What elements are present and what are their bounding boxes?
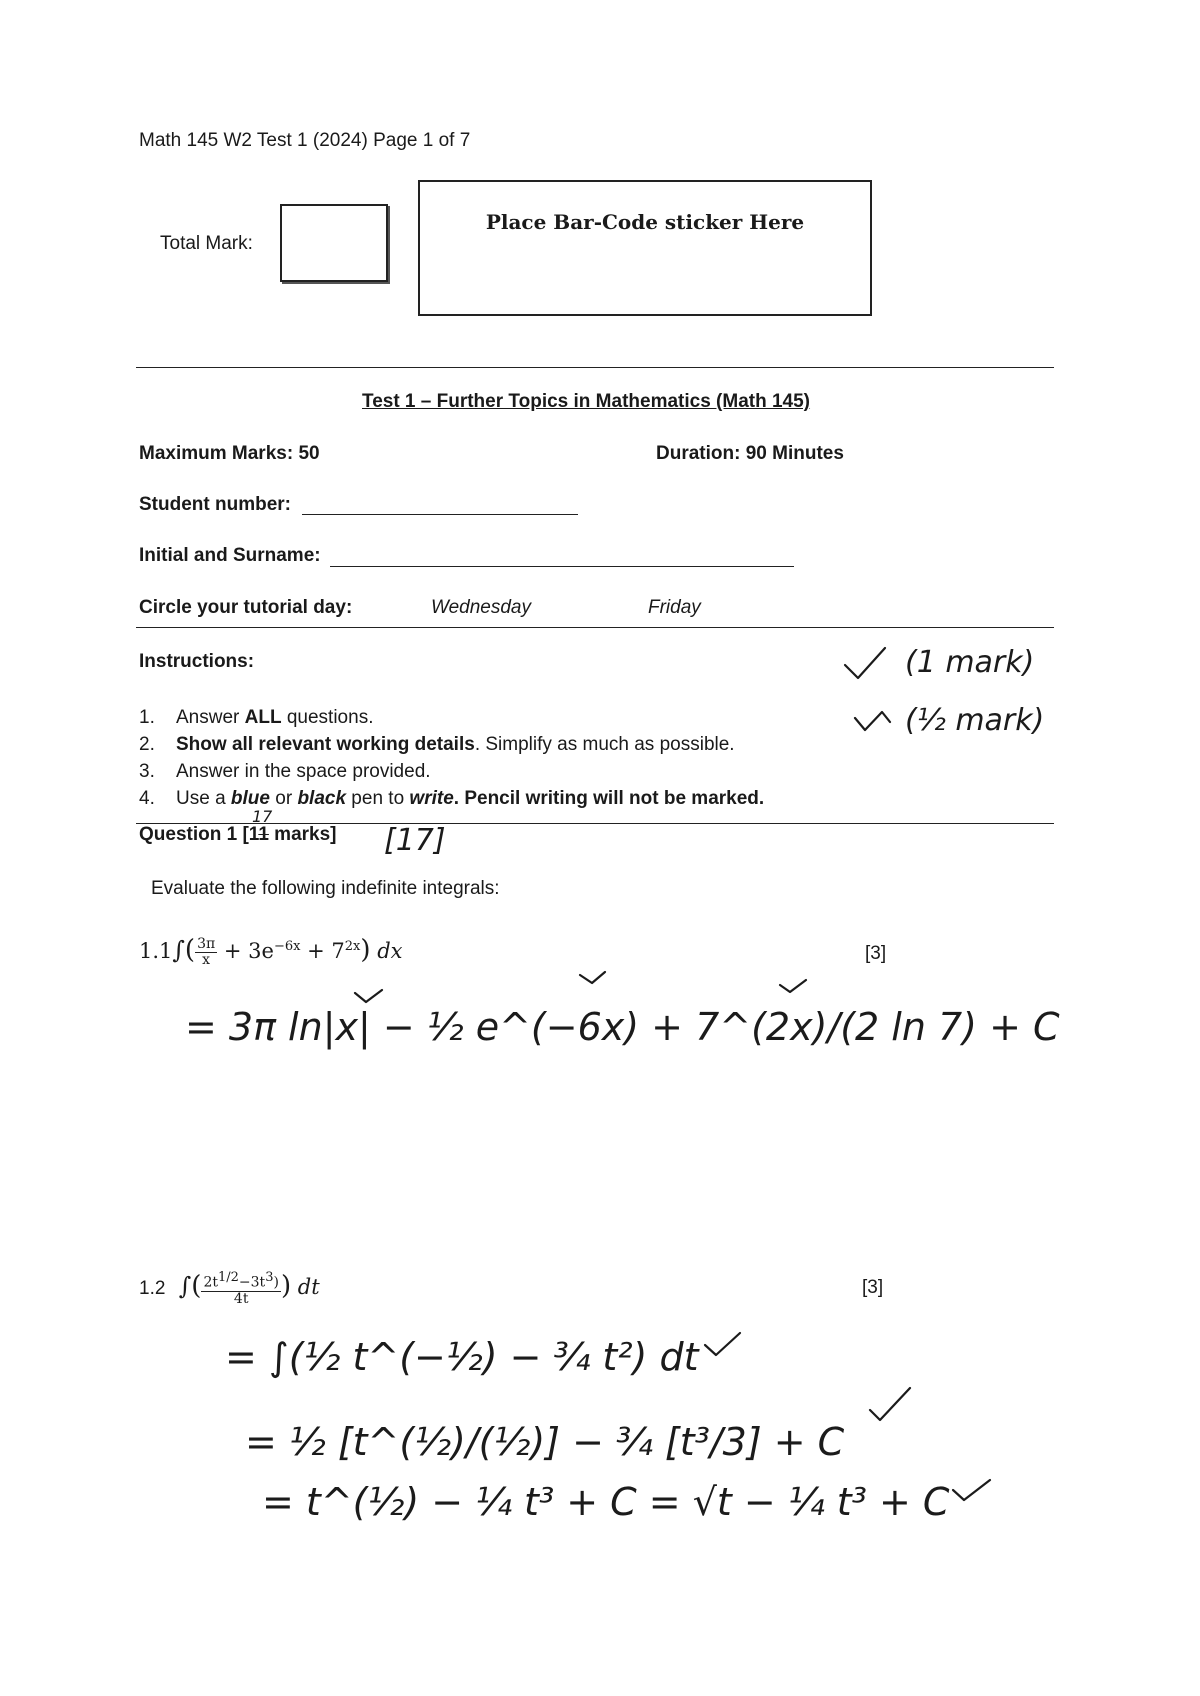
answer-1-1-text: = 3π ln|x| − ½ e^(−6x) + 7^(2x)/(2 ln 7) + C (185, 1005, 1060, 1049)
question-1-awarded: [17] (384, 823, 446, 858)
total-mark-label: Total Mark: (160, 233, 253, 254)
key-half-mark: (½ mark) (905, 703, 1045, 738)
question-1-prompt: Evaluate the following indefinite integrals: (151, 878, 500, 899)
key-full-mark: (1 mark) (905, 645, 1035, 680)
test-title: Test 1 – Further Topics in Mathematics (Math 145) (362, 391, 811, 412)
barcode-label: Place Bar-Code sticker Here (485, 210, 805, 234)
working-line-3: = t^(½) − ¼ t³ + C = √t − ¼ t³ + C (262, 1480, 950, 1524)
question-1-2-marks: [3] (862, 1277, 884, 1298)
question-1-1-marks: [3] (865, 943, 887, 964)
name-label: Initial and Surname: (139, 545, 321, 566)
question-1-2: 1.2 ∫( $\frac{2t^{1/2}-3t^3)}{4t}$ ) dt (139, 1270, 320, 1307)
answer-1-1 (185, 972, 1060, 1050)
student-number-label: Student number: (139, 494, 291, 515)
maximum-marks: Maximum Marks: 50 (139, 443, 320, 464)
tutorial-label: Circle your tutorial day: (139, 597, 353, 618)
tutorial-option-wednesday[interactable]: Wednesday (431, 597, 531, 618)
question-1-1: 1.1∫( $\frac{3\pi}{x}$ + $3e^{-6x} + 7^{2x}$) dx (139, 935, 403, 968)
question-1-heading: Question 1 [11 marks] (139, 824, 337, 845)
answer-1-2 (225, 1333, 990, 1524)
tutorial-option-friday[interactable]: Friday (648, 597, 701, 618)
working-line-1: = ∫(½ t^(−½) − ¾ t²) dt (225, 1335, 699, 1379)
instruction-item: 1. Answer ALL questions. (139, 707, 374, 728)
marks-correction: 17 (252, 807, 273, 826)
instruction-item: 3. Answer in the space provided. (139, 761, 431, 782)
marker-key (845, 645, 1044, 738)
duration: Duration: 90 Minutes (656, 443, 844, 464)
working-line-2: = ½ [t^(½)/(½)] − ¾ [t³/3] + C (245, 1420, 845, 1464)
instructions-heading: Instructions: (139, 651, 255, 672)
page-header: Math 145 W2 Test 1 (2024) Page 1 of 7 (139, 130, 471, 151)
instruction-item: 4. Use a blue or black pen to write. Pencil writing will not be marked. (139, 788, 765, 809)
instruction-item: 2. Show all relevant working details. Simplify as much as possible. (139, 734, 735, 755)
